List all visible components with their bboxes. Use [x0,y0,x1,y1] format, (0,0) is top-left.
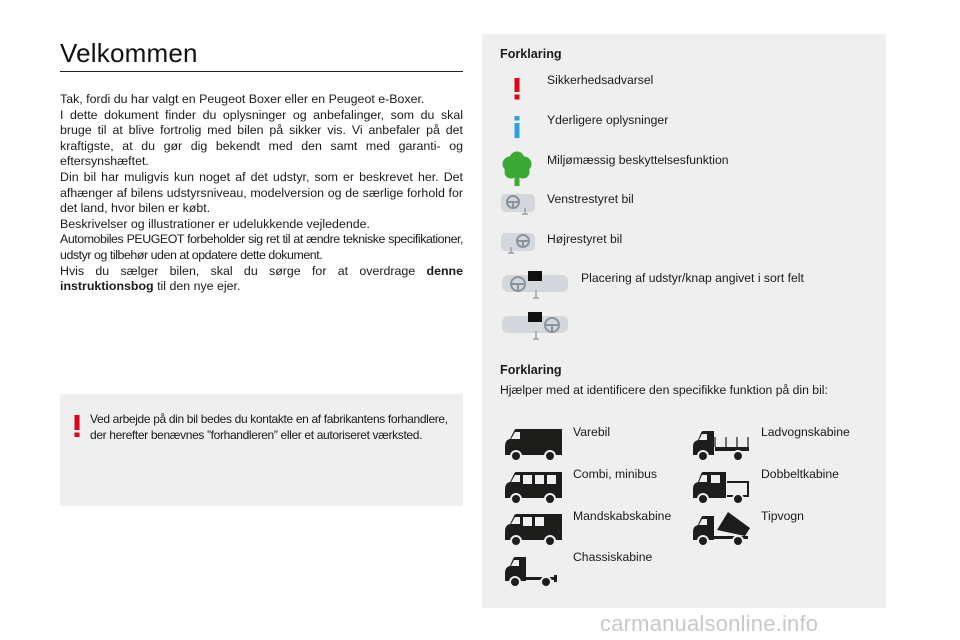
legend-label: Yderligere oplysninger [547,113,669,127]
title-divider [60,71,463,72]
intro-paragraph: Beskrivelser og illustrationer er udelukkende vejledende. [60,216,370,231]
vehicle-label: Ladvognskabine [761,425,850,439]
legend-heading: Forklaring [500,47,562,61]
green-tree-icon [501,151,533,187]
legend-label: Miljømæssig beskyttelsesfunktion [547,153,729,167]
rhd-car-icon [500,230,536,258]
warning-note-text: Ved arbejde på din bil bedes du kontakte en af fabrikantens forhandlere, der herefter benævnes ”forhandleren” eller et autoriseret værksted. [90,412,448,442]
vehicle-label: Mandskabskabine [573,509,672,523]
platform-cab-icon [690,425,752,463]
legend-heading: Forklaring [500,363,562,377]
vehicle-label: Combi, minibus [573,467,657,481]
dashboard-location-icon [500,268,570,302]
intro-paragraph: I dette dokument finder du oplysninger og anbefalinger, som du skal bruge til at blive fortrolig med bilen på sikker vis. Vi anbefaler på det kraftigste, at du gør dig bekendt med den samt med garanti- og eftersynshæftet. [60,107,463,169]
legend-label: Sikkerhedsadvarsel [547,73,654,87]
tipper-icon [690,508,752,548]
panel-van-icon [502,425,564,463]
crew-cab-icon [502,510,564,548]
combi-minibus-icon [502,468,564,506]
double-cab-icon [690,468,752,506]
vehicle-label: Varebil [573,425,611,439]
intro-text-span: Hvis du sælger bilen, skal du sørge for at overdrage [60,263,427,278]
red-exclamation-icon [73,415,81,437]
intro-paragraph: Din bil har muligvis kun noget af det udstyr, som er beskrevet her. Det afhænger af bilens udstyrsniveau, modelversion og de særlige forhold for det land, hvor bilen er købt. [60,169,463,216]
vehicle-label: Tipvogn [761,509,804,523]
legend-subtitle: Hjælper med at identificere den specifikke funktion på din bil: [500,383,828,397]
intro-paragraph: Automobiles PEUGEOT forbeholder sig ret til at ændre tekniske specifikationer, udstyr og tilbehør uden at opdatere dette dokument. [60,232,463,262]
red-exclamation-icon [512,78,522,100]
intro-bold-text: denne instruktionsbog [60,263,463,294]
blue-info-icon [512,116,522,138]
intro-text [60,92,463,295]
chassis-cab-icon [502,553,564,589]
legend-label: Placering af udstyr/knap angivet i sort felt [581,271,804,285]
intro-paragraph [60,264,463,295]
page-title: Velkommen [60,38,198,68]
watermark-footer: carmanualsonline.info [600,611,819,636]
lhd-car-icon [500,191,536,219]
vehicle-label: Chassiskabine [573,550,653,564]
dashboard-location-icon [500,309,570,343]
intro-paragraph: Tak, fordi du har valgt en Peugeot Boxer eller en Peugeot e-Boxer. [60,92,425,106]
legend-label: Højrestyret bil [547,232,623,246]
vehicle-label: Dobbeltkabine [761,467,839,481]
legend-label: Venstrestyret bil [547,192,634,206]
intro-text-span: til den nye ejer. [153,279,241,294]
